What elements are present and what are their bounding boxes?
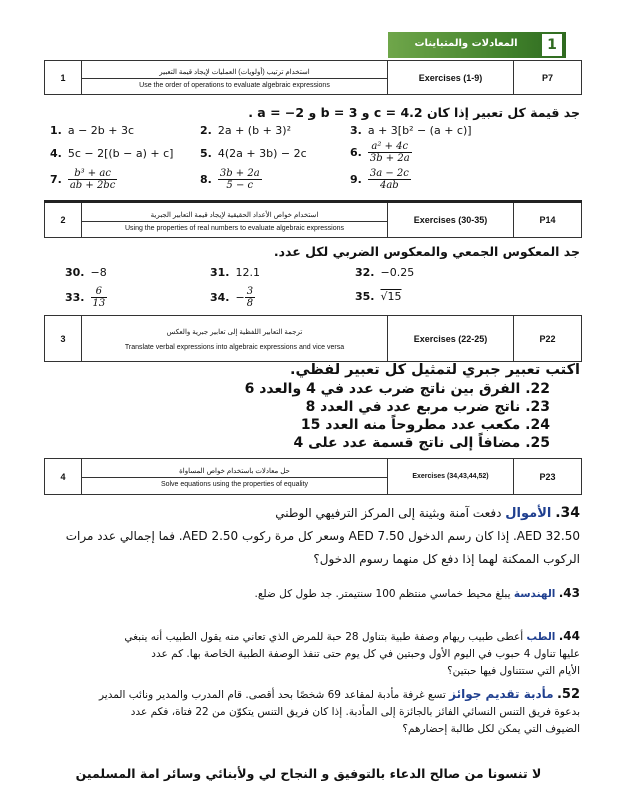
lesson-objective <box>82 316 388 362</box>
section2-instruction: جد المعكوس الجمعي والمعكوس الضربي لكل عدد. <box>273 244 580 259</box>
verbal-item-25: 25. مضافاً إلى ناتج قسمة عدد على 4 <box>293 435 550 451</box>
lesson-exercises: Exercises (22-25) <box>388 316 514 362</box>
problem-4: 4. 5c − 2[(b − a) + c] <box>50 147 174 160</box>
chapter-banner <box>388 32 566 58</box>
lesson-table-2 <box>44 200 582 238</box>
verbal-item-23: 23. ناتج ضرب مربع عدد في العدد 8 <box>305 399 550 415</box>
lesson-table-4 <box>44 458 582 495</box>
word-problem-44: 44. الطب أعطى طبيب ريهام وصفة طبية بتناول 28 حبة للمرض الذي تعاني منه يقول الطبيب أنه ينبغي عليها تناول 4 حبوب في اليوم الأول وحبتين في كل يوم حتى تنفذ الوصفة الطبية الخاصة بها. كم عدد الأيام التي ستتناول فيها حبتين؟ <box>124 629 580 677</box>
lesson-table-1 <box>44 60 582 95</box>
lesson-table-3 <box>44 315 582 362</box>
footer-dua: لا تنسونا من صالح الدعاء بالتوفيق و النجاح لي ولأبنائي وسائر امة المسلمين <box>75 766 542 781</box>
objective-english: Using the properties of real numbers to evaluate algebraic expressions <box>82 221 387 232</box>
objective-english: Translate verbal expressions into algebraic expressions and vice versa <box>124 344 345 351</box>
problem-32: 32. −0.25 <box>355 266 415 279</box>
problem-31: 31. 12.1 <box>210 266 260 279</box>
lesson-objective <box>82 61 388 95</box>
problem-34-inverse: 34. − $\frac{3}{8}$ <box>210 286 254 309</box>
verbal-item-24: 24. مكعب عدد مطروحاً منه العدد 15 <box>300 417 550 433</box>
problem-number: 34. <box>555 505 580 521</box>
lesson-number: 3 <box>45 316 82 362</box>
problem-number: 44. <box>558 629 580 643</box>
objective-arabic: استخدام ترتيب (أولويات) العمليات لإيجاد قيمة التعبير <box>159 69 310 76</box>
lesson-exercises: Exercises (34,43,44,52) <box>388 459 514 495</box>
section3-instruction: اكتب تعبير جبري لتمثيل كل تعبير لفظي. <box>289 362 580 378</box>
lesson-number: 4 <box>45 459 82 495</box>
word-problem-34: 34. الأموال دفعت آمنة وبثينة إلى المركز الترفيهي الوطني AED 32.50. إذا كان رسم الدخول AED 7.50 وسعر كل مرة ركوب AED 2.50. فما إجمالي عدد مرات الركوب الممكنة لهما إذا دفع كل منهما رسوم الدخول؟ <box>65 505 580 566</box>
problem-35: 35. √15 <box>355 290 402 303</box>
lesson-number: 1 <box>45 61 82 95</box>
problem-8: 8. $\frac{3b + 2a}{5 - c}$ <box>200 168 260 191</box>
problem-9: 9. $\frac{3a - 2c}{4ab}$ <box>350 168 409 191</box>
problem-topic: الهندسة <box>513 588 556 600</box>
verbal-item-22: 22. الفرق بين ناتج ضرب عدد في 4 والعدد 6 <box>244 381 550 397</box>
problem-3: 3. a + 3[b² − (a + c)] <box>350 124 472 137</box>
chapter-title: المعادلات والمتباينات <box>414 38 518 49</box>
problem-number: 52. <box>556 687 580 702</box>
objective-english: Use the order of operations to evaluate algebraic expressions <box>82 78 387 89</box>
word-problem-43: 43. الهندسة يبلغ محيط خماسي منتظم 100 سنتيمتر. جد طول كل ضلع. <box>254 586 580 600</box>
lesson-page: P7 <box>514 61 582 95</box>
problem-topic: الطب <box>526 631 556 643</box>
problem-topic: مأدبة تقديم جوائز <box>449 687 554 701</box>
problem-5: 5. 4(2a + 3b) − 2c <box>200 147 307 160</box>
lesson-page: P23 <box>514 459 582 495</box>
lesson-objective <box>82 202 388 238</box>
problem-topic: الأموال <box>505 506 552 521</box>
problem-6: 6. $\frac{\text{a² + 4c}}{3b + 2a}$ <box>350 141 410 164</box>
objective-arabic: حل معادلات باستخدام خواص المساواة <box>179 468 290 475</box>
lesson-page: P14 <box>514 202 582 238</box>
lesson-objective <box>82 459 388 495</box>
problem-1: 1. a − 2b + 3c <box>50 124 135 137</box>
lesson-exercises: Exercises (1-9) <box>388 61 514 95</box>
chapter-number: 1 <box>542 34 562 56</box>
problem-30: 30. −8 <box>65 266 107 279</box>
problem-number: 43. <box>558 586 580 600</box>
lesson-exercises: Exercises (30-35) <box>388 202 514 238</box>
lesson-number: 2 <box>45 202 82 238</box>
word-problem-52: 52. مأدبة تقديم جوائز تسع غرفة مأدبة لمقاعد 69 شخصًا بحد أقصى. قام المدرب والمدير ونائب المدير بدعوة فريق التنس النسائي الفائز بالجائزة إلى المأدبة. إذا كان فريق التنس يتكوّن من 22 فتاة، فكم عدد الضيوف التي يمكن لكل طالبة إحضارهم؟ <box>99 687 580 735</box>
section1-instruction: جد قيمة كل تعبير إذا كان c = 4.2 و b = 3 و a = −2 . <box>248 105 580 120</box>
problem-2: 2. 2a + (b + 3)² <box>200 124 291 137</box>
objective-english: Solve equations using the properties of equality <box>82 477 387 488</box>
problem-7: 7. $\frac{\text{b³ + ac}}{ab + 2bc}$ <box>50 168 116 191</box>
objective-arabic: استخدام خواص الأعداد الحقيقية لإيجاد قيمة التعابير الجبرية <box>150 211 319 219</box>
lesson-page: P22 <box>514 316 582 362</box>
objective-arabic: ترجمة التعابير اللفظية إلى تعابير جبرية والعكس <box>166 329 303 336</box>
problem-33: 33. $\frac{6}{13}$ <box>65 286 106 309</box>
